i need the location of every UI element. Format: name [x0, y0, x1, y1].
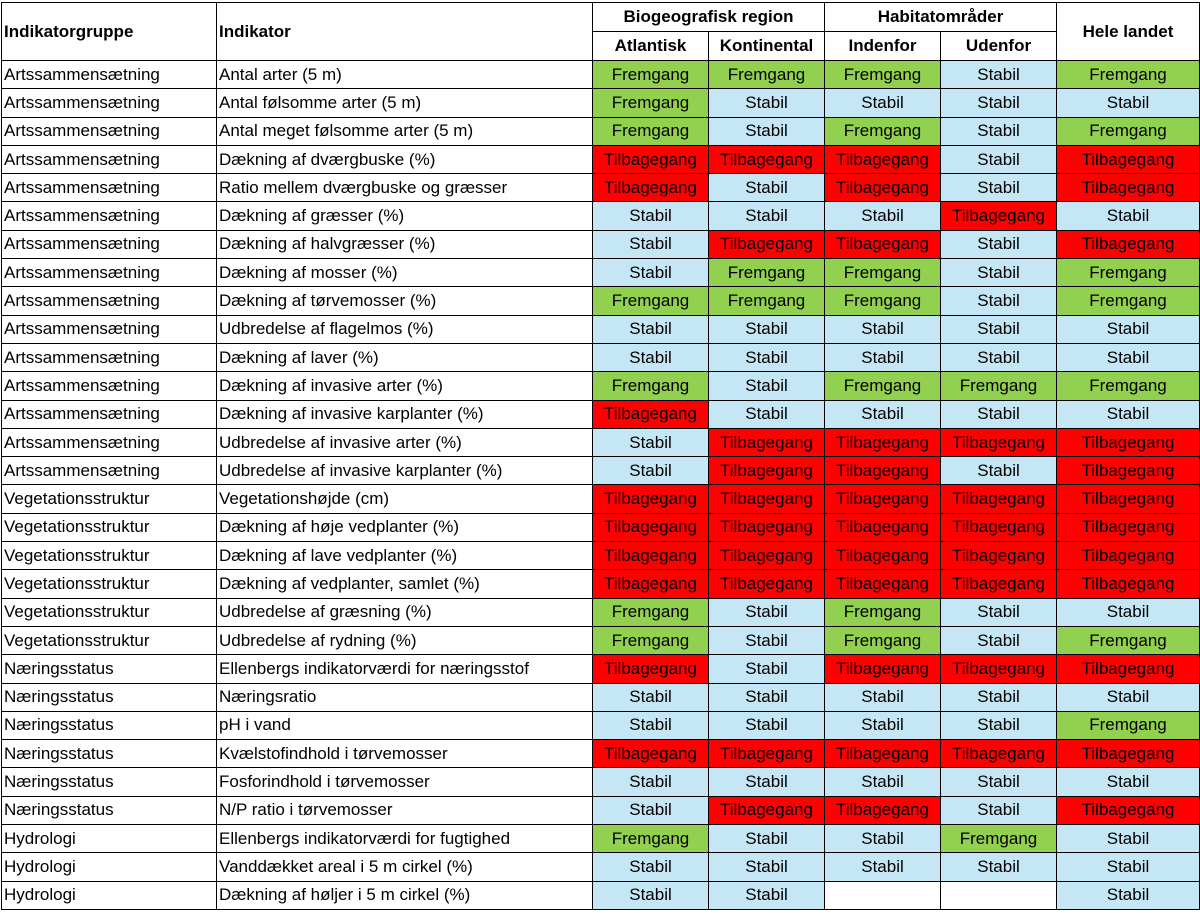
- indicator-cell: Dækning af høje vedplanter (%): [217, 513, 593, 541]
- status-cell-outside: Stabil: [941, 343, 1057, 371]
- status-cell-atlantic: Stabil: [593, 343, 709, 371]
- table-row: [2, 570, 1200, 598]
- header-habitat-areas: Habitatområder: [825, 3, 1057, 32]
- status-cell-inside: Fremgang: [825, 61, 941, 89]
- header-atlantic: Atlantisk: [593, 32, 709, 61]
- indicator-group-cell: Artssammensætning: [2, 315, 217, 343]
- indicator-group-cell: Artssammensætning: [2, 428, 217, 456]
- indicator-group-cell: Vegetationsstruktur: [2, 513, 217, 541]
- status-cell-inside: Tilbagegang: [825, 230, 941, 258]
- status-cell-continental: Stabil: [709, 711, 825, 739]
- indicator-cell: Udbredelse af invasive arter (%): [217, 428, 593, 456]
- indicator-group-cell: Artssammensætning: [2, 230, 217, 258]
- indicator-group-cell: Artssammensætning: [2, 174, 217, 202]
- status-cell-continental: Stabil: [709, 626, 825, 654]
- indicator-group-cell: Vegetationsstruktur: [2, 570, 217, 598]
- status-cell-inside: Fremgang: [825, 372, 941, 400]
- status-cell-atlantic: Tilbagegang: [593, 513, 709, 541]
- table-row: [2, 768, 1200, 796]
- status-cell-whole: Stabil: [1057, 853, 1200, 881]
- indicator-cell: pH i vand: [217, 711, 593, 739]
- status-cell-atlantic: Fremgang: [593, 372, 709, 400]
- status-cell-outside: Tilbagegang: [941, 513, 1057, 541]
- status-cell-outside: Stabil: [941, 598, 1057, 626]
- status-cell-whole: Stabil: [1057, 343, 1200, 371]
- table-row: [2, 117, 1200, 145]
- status-cell-outside: Stabil: [941, 230, 1057, 258]
- table-row: [2, 740, 1200, 768]
- status-cell-inside: Stabil: [825, 825, 941, 853]
- indicator-cell: Ellenbergs indikatorværdi for næringsstof: [217, 655, 593, 683]
- status-cell-outside: Stabil: [941, 117, 1057, 145]
- status-cell-outside: Fremgang: [941, 825, 1057, 853]
- status-cell-continental: Stabil: [709, 881, 825, 909]
- status-cell-whole: Stabil: [1057, 825, 1200, 853]
- indicator-group-cell: Artssammensætning: [2, 89, 217, 117]
- status-cell-continental: Tilbagegang: [709, 230, 825, 258]
- status-cell-whole: Tilbagegang: [1057, 485, 1200, 513]
- status-cell-atlantic: Fremgang: [593, 287, 709, 315]
- status-cell-atlantic: Stabil: [593, 230, 709, 258]
- status-cell-atlantic: Tilbagegang: [593, 740, 709, 768]
- status-cell-inside: Tilbagegang: [825, 796, 941, 824]
- indicator-group-cell: Artssammensætning: [2, 202, 217, 230]
- status-cell-outside: Stabil: [941, 853, 1057, 881]
- status-cell-whole: Stabil: [1057, 598, 1200, 626]
- header-outside: Udenfor: [941, 32, 1057, 61]
- status-cell-continental: Tilbagegang: [709, 513, 825, 541]
- status-cell-whole: Stabil: [1057, 202, 1200, 230]
- status-cell-atlantic: Stabil: [593, 683, 709, 711]
- status-cell-inside: Tilbagegang: [825, 655, 941, 683]
- indicator-group-cell: Næringsstatus: [2, 796, 217, 824]
- indicator-group-cell: Artssammensætning: [2, 372, 217, 400]
- status-cell-atlantic: Tilbagegang: [593, 174, 709, 202]
- status-cell-whole: Tilbagegang: [1057, 796, 1200, 824]
- status-cell-outside: Stabil: [941, 796, 1057, 824]
- status-cell-atlantic: Stabil: [593, 457, 709, 485]
- status-cell-inside: Stabil: [825, 89, 941, 117]
- status-cell-whole: Tilbagegang: [1057, 542, 1200, 570]
- table-row: [2, 428, 1200, 456]
- status-cell-continental: Stabil: [709, 202, 825, 230]
- status-cell-whole: Tilbagegang: [1057, 513, 1200, 541]
- indicator-group-cell: Hydrologi: [2, 853, 217, 881]
- indicator-group-cell: Hydrologi: [2, 825, 217, 853]
- status-cell-inside: Fremgang: [825, 598, 941, 626]
- status-cell-inside: Tilbagegang: [825, 457, 941, 485]
- table-row: [2, 230, 1200, 258]
- status-cell-continental: Fremgang: [709, 287, 825, 315]
- table-row: [2, 513, 1200, 541]
- indicator-group-cell: Artssammensætning: [2, 457, 217, 485]
- indicator-group-cell: Artssammensætning: [2, 287, 217, 315]
- status-cell-atlantic: Stabil: [593, 796, 709, 824]
- indicator-cell: Udbredelse af invasive karplanter (%): [217, 457, 593, 485]
- indicator-cell: Dækning af tørvemosser (%): [217, 287, 593, 315]
- indicator-cell: Dækning af høljer i 5 m cirkel (%): [217, 881, 593, 909]
- table-row: [2, 683, 1200, 711]
- status-cell-inside: Tilbagegang: [825, 428, 941, 456]
- status-cell-outside: Stabil: [941, 315, 1057, 343]
- indicator-group-cell: Artssammensætning: [2, 117, 217, 145]
- status-cell-atlantic: Fremgang: [593, 825, 709, 853]
- header-biogeographic-region: Biogeografisk region: [593, 3, 825, 32]
- table-row: [2, 89, 1200, 117]
- status-cell-whole: Stabil: [1057, 881, 1200, 909]
- indicator-group-cell: Artssammensætning: [2, 343, 217, 371]
- status-cell-inside: Stabil: [825, 400, 941, 428]
- status-cell-inside: Tilbagegang: [825, 145, 941, 173]
- status-cell-atlantic: Stabil: [593, 881, 709, 909]
- indicator-cell: Udbredelse af rydning (%): [217, 626, 593, 654]
- table-row: [2, 485, 1200, 513]
- indicator-cell: Vanddækket areal i 5 m cirkel (%): [217, 853, 593, 881]
- status-cell-continental: Stabil: [709, 117, 825, 145]
- table-row: [2, 259, 1200, 287]
- status-cell-inside: Stabil: [825, 202, 941, 230]
- status-cell-atlantic: Stabil: [593, 315, 709, 343]
- status-cell-outside: Stabil: [941, 711, 1057, 739]
- indicator-group-cell: Hydrologi: [2, 881, 217, 909]
- table-row: [2, 202, 1200, 230]
- status-cell-inside: Tilbagegang: [825, 513, 941, 541]
- table-row: [2, 61, 1200, 89]
- status-cell-inside: Stabil: [825, 711, 941, 739]
- indicator-cell: Dækning af laver (%): [217, 343, 593, 371]
- indicator-cell: Dækning af vedplanter, samlet (%): [217, 570, 593, 598]
- status-cell-whole: Tilbagegang: [1057, 428, 1200, 456]
- status-cell-continental: Tilbagegang: [709, 485, 825, 513]
- status-cell-continental: Tilbagegang: [709, 570, 825, 598]
- indicator-cell: Dækning af halvgræsser (%): [217, 230, 593, 258]
- table-row: [2, 145, 1200, 173]
- status-cell-inside: Stabil: [825, 683, 941, 711]
- status-cell-atlantic: Stabil: [593, 259, 709, 287]
- status-cell-atlantic: Stabil: [593, 768, 709, 796]
- indicator-cell: Dækning af græsser (%): [217, 202, 593, 230]
- table-row: [2, 598, 1200, 626]
- status-cell-continental: Tilbagegang: [709, 145, 825, 173]
- status-cell-continental: Stabil: [709, 89, 825, 117]
- header-inside: Indenfor: [825, 32, 941, 61]
- status-cell-whole: Fremgang: [1057, 259, 1200, 287]
- status-cell-continental: Stabil: [709, 372, 825, 400]
- status-cell-whole: Tilbagegang: [1057, 145, 1200, 173]
- indicator-group-cell: Artssammensætning: [2, 400, 217, 428]
- status-cell-inside: Tilbagegang: [825, 542, 941, 570]
- status-cell-whole: Stabil: [1057, 315, 1200, 343]
- status-cell-whole: Fremgang: [1057, 372, 1200, 400]
- status-cell-whole: Stabil: [1057, 400, 1200, 428]
- indicator-group-cell: Næringsstatus: [2, 768, 217, 796]
- status-cell-continental: Fremgang: [709, 61, 825, 89]
- indicator-cell: Dækning af invasive arter (%): [217, 372, 593, 400]
- status-cell-whole: Fremgang: [1057, 117, 1200, 145]
- indicator-cell: Udbredelse af græsning (%): [217, 598, 593, 626]
- status-cell-outside: Tilbagegang: [941, 428, 1057, 456]
- status-cell-atlantic: Fremgang: [593, 117, 709, 145]
- indicator-cell: Kvælstofindhold i tørvemosser: [217, 740, 593, 768]
- indicator-cell: Dækning af invasive karplanter (%): [217, 400, 593, 428]
- status-cell-outside: Tilbagegang: [941, 740, 1057, 768]
- status-cell-continental: Stabil: [709, 683, 825, 711]
- status-cell-atlantic: Fremgang: [593, 61, 709, 89]
- indicator-table: [1, 2, 1200, 910]
- indicator-cell: Fosforindhold i tørvemosser: [217, 768, 593, 796]
- table-body: [2, 61, 1200, 910]
- status-cell-whole: Stabil: [1057, 89, 1200, 117]
- indicator-group-cell: Vegetationsstruktur: [2, 598, 217, 626]
- table-row: [2, 825, 1200, 853]
- status-cell-inside: Tilbagegang: [825, 740, 941, 768]
- status-cell-whole: Tilbagegang: [1057, 570, 1200, 598]
- status-cell-outside: Tilbagegang: [941, 485, 1057, 513]
- header-whole-country: Hele landet: [1057, 3, 1200, 61]
- status-cell-atlantic: Fremgang: [593, 598, 709, 626]
- table-row: [2, 174, 1200, 202]
- status-cell-outside: Stabil: [941, 400, 1057, 428]
- indicator-group-cell: Næringsstatus: [2, 683, 217, 711]
- status-cell-continental: Stabil: [709, 768, 825, 796]
- status-cell-whole: Fremgang: [1057, 287, 1200, 315]
- indicator-group-cell: Artssammensætning: [2, 145, 217, 173]
- indicator-cell: Dækning af lave vedplanter (%): [217, 542, 593, 570]
- status-cell-outside: Stabil: [941, 626, 1057, 654]
- header-indicator-group: Indikatorgruppe: [2, 3, 217, 61]
- indicator-cell: Antal arter (5 m): [217, 61, 593, 89]
- status-cell-inside: Fremgang: [825, 626, 941, 654]
- status-cell-whole: Tilbagegang: [1057, 230, 1200, 258]
- status-cell-outside: Stabil: [941, 287, 1057, 315]
- status-cell-continental: Stabil: [709, 825, 825, 853]
- status-cell-whole: Tilbagegang: [1057, 740, 1200, 768]
- status-cell-outside: Stabil: [941, 174, 1057, 202]
- table-row: [2, 372, 1200, 400]
- status-cell-atlantic: Fremgang: [593, 626, 709, 654]
- table-row: [2, 457, 1200, 485]
- status-cell-outside: Fremgang: [941, 372, 1057, 400]
- indicator-cell: N/P ratio i tørvemosser: [217, 796, 593, 824]
- status-cell-continental: Stabil: [709, 343, 825, 371]
- status-cell-continental: Stabil: [709, 853, 825, 881]
- status-cell-inside: Fremgang: [825, 259, 941, 287]
- table-row: [2, 400, 1200, 428]
- header-indicator: Indikator: [217, 3, 593, 61]
- status-cell-continental: Fremgang: [709, 259, 825, 287]
- status-cell-whole: Fremgang: [1057, 61, 1200, 89]
- indicator-cell: Dækning af dværgbuske (%): [217, 145, 593, 173]
- indicator-cell: Dækning af mosser (%): [217, 259, 593, 287]
- status-cell-continental: Tilbagegang: [709, 740, 825, 768]
- status-cell-continental: Stabil: [709, 174, 825, 202]
- table-row: [2, 343, 1200, 371]
- indicator-cell: Udbredelse af flagelmos (%): [217, 315, 593, 343]
- indicator-group-cell: Artssammensætning: [2, 61, 217, 89]
- table-row: [2, 626, 1200, 654]
- indicator-cell: Vegetationshøjde (cm): [217, 485, 593, 513]
- status-cell-atlantic: Tilbagegang: [593, 570, 709, 598]
- status-cell-inside: Tilbagegang: [825, 485, 941, 513]
- status-cell-continental: Stabil: [709, 598, 825, 626]
- status-cell-outside: Tilbagegang: [941, 570, 1057, 598]
- status-cell-atlantic: Stabil: [593, 711, 709, 739]
- indicator-cell: Antal meget følsomme arter (5 m): [217, 117, 593, 145]
- status-cell-atlantic: Stabil: [593, 202, 709, 230]
- status-cell-outside: Stabil: [941, 259, 1057, 287]
- status-cell-continental: Stabil: [709, 315, 825, 343]
- status-cell-continental: Tilbagegang: [709, 457, 825, 485]
- status-cell-outside: Stabil: [941, 61, 1057, 89]
- status-cell-whole: Fremgang: [1057, 711, 1200, 739]
- status-cell-outside: Tilbagegang: [941, 655, 1057, 683]
- indicator-group-cell: Næringsstatus: [2, 655, 217, 683]
- status-cell-atlantic: Stabil: [593, 428, 709, 456]
- indicator-group-cell: Næringsstatus: [2, 740, 217, 768]
- status-cell-inside: Tilbagegang: [825, 174, 941, 202]
- status-cell-outside: Stabil: [941, 768, 1057, 796]
- status-cell-continental: Tilbagegang: [709, 428, 825, 456]
- indicator-group-cell: Næringsstatus: [2, 711, 217, 739]
- status-cell-inside: Tilbagegang: [825, 570, 941, 598]
- status-cell-outside: Tilbagegang: [941, 542, 1057, 570]
- status-cell-inside: Stabil: [825, 768, 941, 796]
- status-cell-outside: Stabil: [941, 145, 1057, 173]
- status-cell-atlantic: Tilbagegang: [593, 542, 709, 570]
- status-cell-atlantic: Tilbagegang: [593, 400, 709, 428]
- table-row: [2, 853, 1200, 881]
- table-row: [2, 315, 1200, 343]
- status-cell-atlantic: Tilbagegang: [593, 655, 709, 683]
- status-cell-outside: Stabil: [941, 457, 1057, 485]
- status-cell-atlantic: Tilbagegang: [593, 485, 709, 513]
- table-row: [2, 655, 1200, 683]
- table-row: [2, 287, 1200, 315]
- status-cell-continental: Stabil: [709, 400, 825, 428]
- table-row: [2, 796, 1200, 824]
- status-cell-atlantic: Tilbagegang: [593, 145, 709, 173]
- status-cell-inside: Stabil: [825, 315, 941, 343]
- status-cell-inside: Stabil: [825, 343, 941, 371]
- indicator-cell: Antal følsomme arter (5 m): [217, 89, 593, 117]
- indicator-group-cell: Vegetationsstruktur: [2, 542, 217, 570]
- status-cell-whole: Tilbagegang: [1057, 174, 1200, 202]
- status-cell-inside: Fremgang: [825, 287, 941, 315]
- indicator-group-cell: Artssammensætning: [2, 259, 217, 287]
- indicator-cell: Ratio mellem dværgbuske og græsser: [217, 174, 593, 202]
- status-cell-continental: Stabil: [709, 655, 825, 683]
- status-cell-whole: Fremgang: [1057, 626, 1200, 654]
- status-cell-whole: Stabil: [1057, 768, 1200, 796]
- status-cell-outside: [941, 881, 1057, 909]
- status-cell-outside: Stabil: [941, 683, 1057, 711]
- indicator-cell: Næringsratio: [217, 683, 593, 711]
- header-continental: Kontinental: [709, 32, 825, 61]
- status-cell-inside: Fremgang: [825, 117, 941, 145]
- status-cell-whole: Tilbagegang: [1057, 457, 1200, 485]
- status-cell-whole: Tilbagegang: [1057, 655, 1200, 683]
- status-cell-inside: Stabil: [825, 853, 941, 881]
- table-header: [2, 3, 1200, 61]
- indicator-group-cell: Vegetationsstruktur: [2, 485, 217, 513]
- status-cell-atlantic: Stabil: [593, 853, 709, 881]
- status-cell-continental: Tilbagegang: [709, 796, 825, 824]
- status-cell-inside: [825, 881, 941, 909]
- indicator-group-cell: Vegetationsstruktur: [2, 626, 217, 654]
- status-cell-outside: Stabil: [941, 89, 1057, 117]
- table-row: [2, 881, 1200, 909]
- status-cell-atlantic: Fremgang: [593, 89, 709, 117]
- status-cell-whole: Stabil: [1057, 683, 1200, 711]
- status-cell-continental: Tilbagegang: [709, 542, 825, 570]
- status-cell-outside: Tilbagegang: [941, 202, 1057, 230]
- table-row: [2, 711, 1200, 739]
- indicator-cell: Ellenbergs indikatorværdi for fugtighed: [217, 825, 593, 853]
- table-row: [2, 542, 1200, 570]
